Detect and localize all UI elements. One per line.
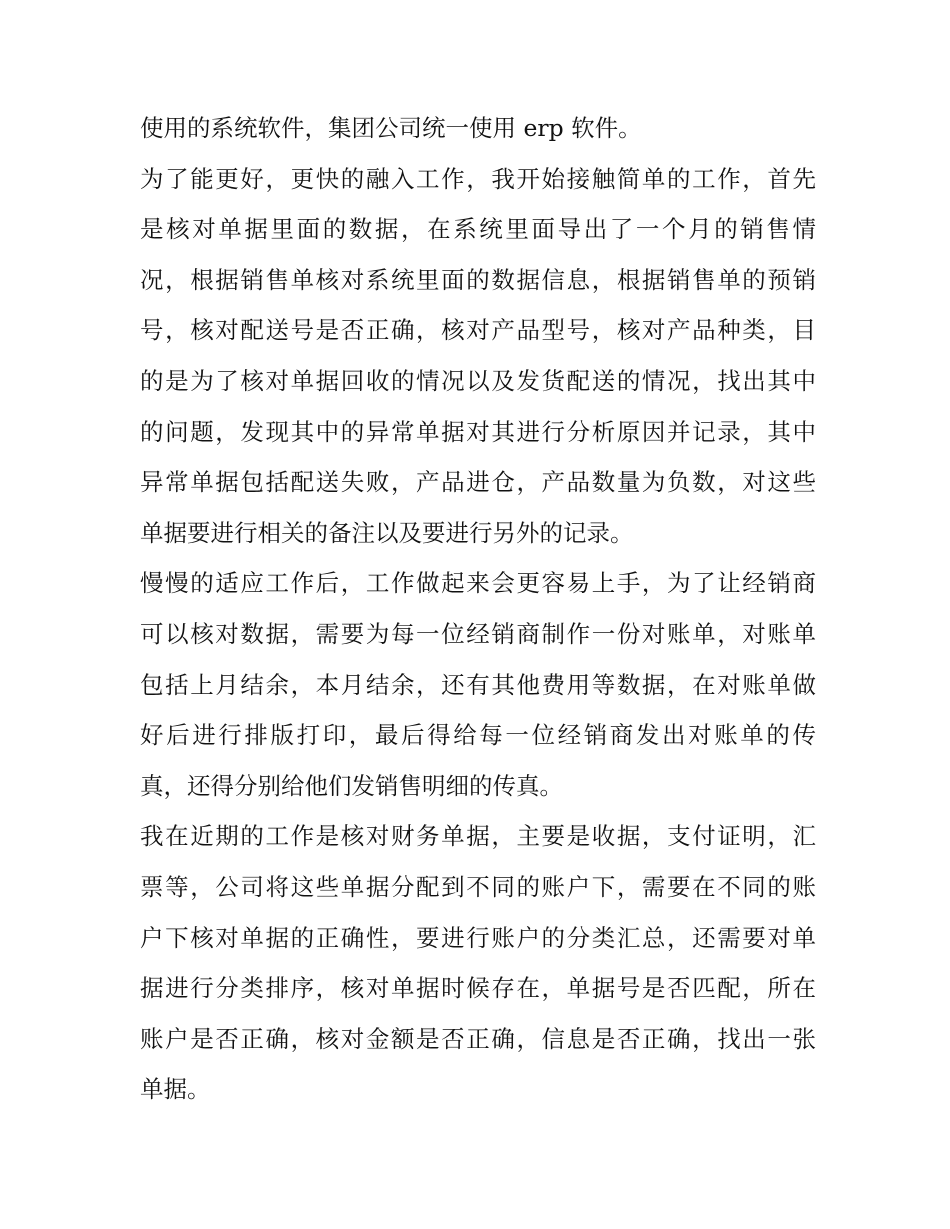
- text-line: 况，根据销售单核对系统里面的数据信息，根据销售单的预销: [140, 265, 816, 294]
- body-text: [140, 103, 816, 1115]
- text-line: 的问题，发现其中的异常单据对其进行分析原因并记录，其中: [140, 417, 816, 446]
- text-line: 票等，公司将这些单据分配到不同的账户下，需要在不同的账: [140, 872, 816, 901]
- text-line: 慢慢的适应工作后，工作做起来会更容易上手，为了让经销商: [140, 569, 816, 598]
- text-line: 使用的系统软件，集团公司统一使用 erp 软件。: [140, 114, 642, 142]
- text-line: 为了能更好，更快的融入工作，我开始接触简单的工作，首先: [140, 164, 816, 193]
- text-line: 好后进行排版打印，最后得给每一位经销商发出对账单的传: [140, 721, 816, 750]
- text-line: 是核对单据里面的数据，在系统里面导出了一个月的销售情: [140, 215, 816, 244]
- text-line: 单据要进行相关的备注以及要进行另外的记录。: [140, 518, 634, 547]
- text-line: 号，核对配送号是否正确，核对产品型号，核对产品种类，目: [140, 316, 816, 345]
- text-line: 据进行分类排序，核对单据时候存在，单据号是否匹配，所在: [140, 974, 816, 1003]
- text-line: 包括上月结余，本月结余，还有其他费用等数据，在对账单做: [140, 670, 816, 699]
- text-line: 户下核对单据的正确性，要进行账户的分类汇总，还需要对单: [140, 923, 816, 952]
- text-line: 的是为了核对单据回收的情况以及发货配送的情况，找出其中: [140, 366, 816, 395]
- text-line: 单据。: [140, 1075, 211, 1104]
- text-line: 异常单据包括配送失败，产品进仓，产品数量为负数，对这些: [140, 468, 816, 497]
- text-line: 可以核对数据，需要为每一位经销商制作一份对账单，对账单: [140, 619, 816, 648]
- text-line: 账户是否正确，核对金额是否正确，信息是否正确，找出一张: [140, 1024, 816, 1053]
- text-line: 我在近期的工作是核对财务单据，主要是收据，支付证明，汇: [140, 822, 816, 851]
- text-line: 真，还得分别给他们发销售明细的传真。: [140, 771, 563, 800]
